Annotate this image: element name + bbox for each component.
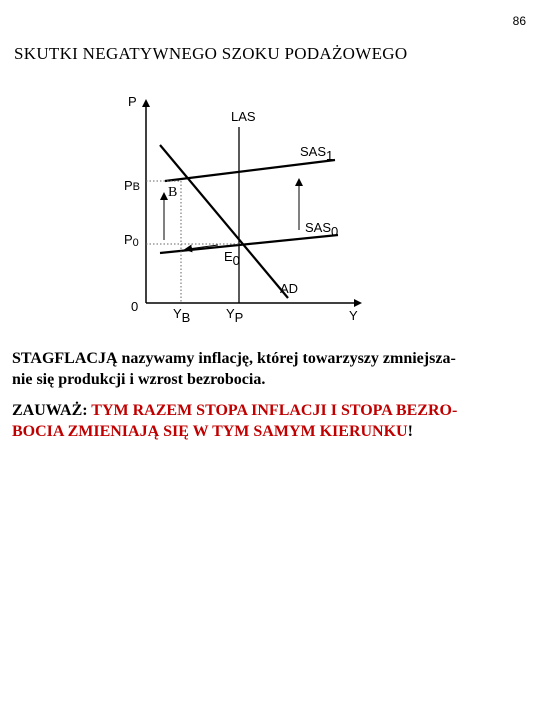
- axis-x-label: Y: [349, 308, 358, 323]
- tick-yp-label: YP: [226, 306, 244, 325]
- origin-label: 0: [131, 299, 139, 314]
- tick-p0-label: P0: [124, 232, 139, 249]
- supply-shock-diagram: [0, 0, 540, 340]
- point-e0-label: E0: [224, 249, 240, 268]
- note-emphasis: TYM RAZEM STOPA INFLACJI I STOPA BEZRO- BOCIA ZMIENIAJĄ SIĘ W TYM SAMYM KIERUNKU: [12, 402, 458, 440]
- ad-label: AD: [280, 281, 299, 296]
- note-label: ZAUWAŻ:: [12, 402, 92, 419]
- slide-title: SKUTKI NEGATYWNEGO SZOKU PODAŻOWEGO: [14, 44, 408, 63]
- page-number: 86: [512, 14, 526, 28]
- note-paragraph: [12, 400, 528, 442]
- note-end: !: [407, 423, 413, 440]
- tick-yb-label: YB: [173, 306, 191, 325]
- axis-y-label: P: [128, 94, 137, 109]
- sas0-label: SAS0: [305, 220, 339, 239]
- sas1-curve: [165, 160, 335, 181]
- las-label: LAS: [231, 109, 256, 124]
- tick-pb-label: PB: [124, 178, 141, 193]
- stagflation-definition: STAGFLACJĄ nazywamy inflację, której towarzyszy zmniejsza- nie się produkcji i wzrost bezrobocia.: [12, 350, 456, 388]
- point-b-label: B: [168, 185, 178, 200]
- sas1-label: SAS1: [300, 144, 334, 163]
